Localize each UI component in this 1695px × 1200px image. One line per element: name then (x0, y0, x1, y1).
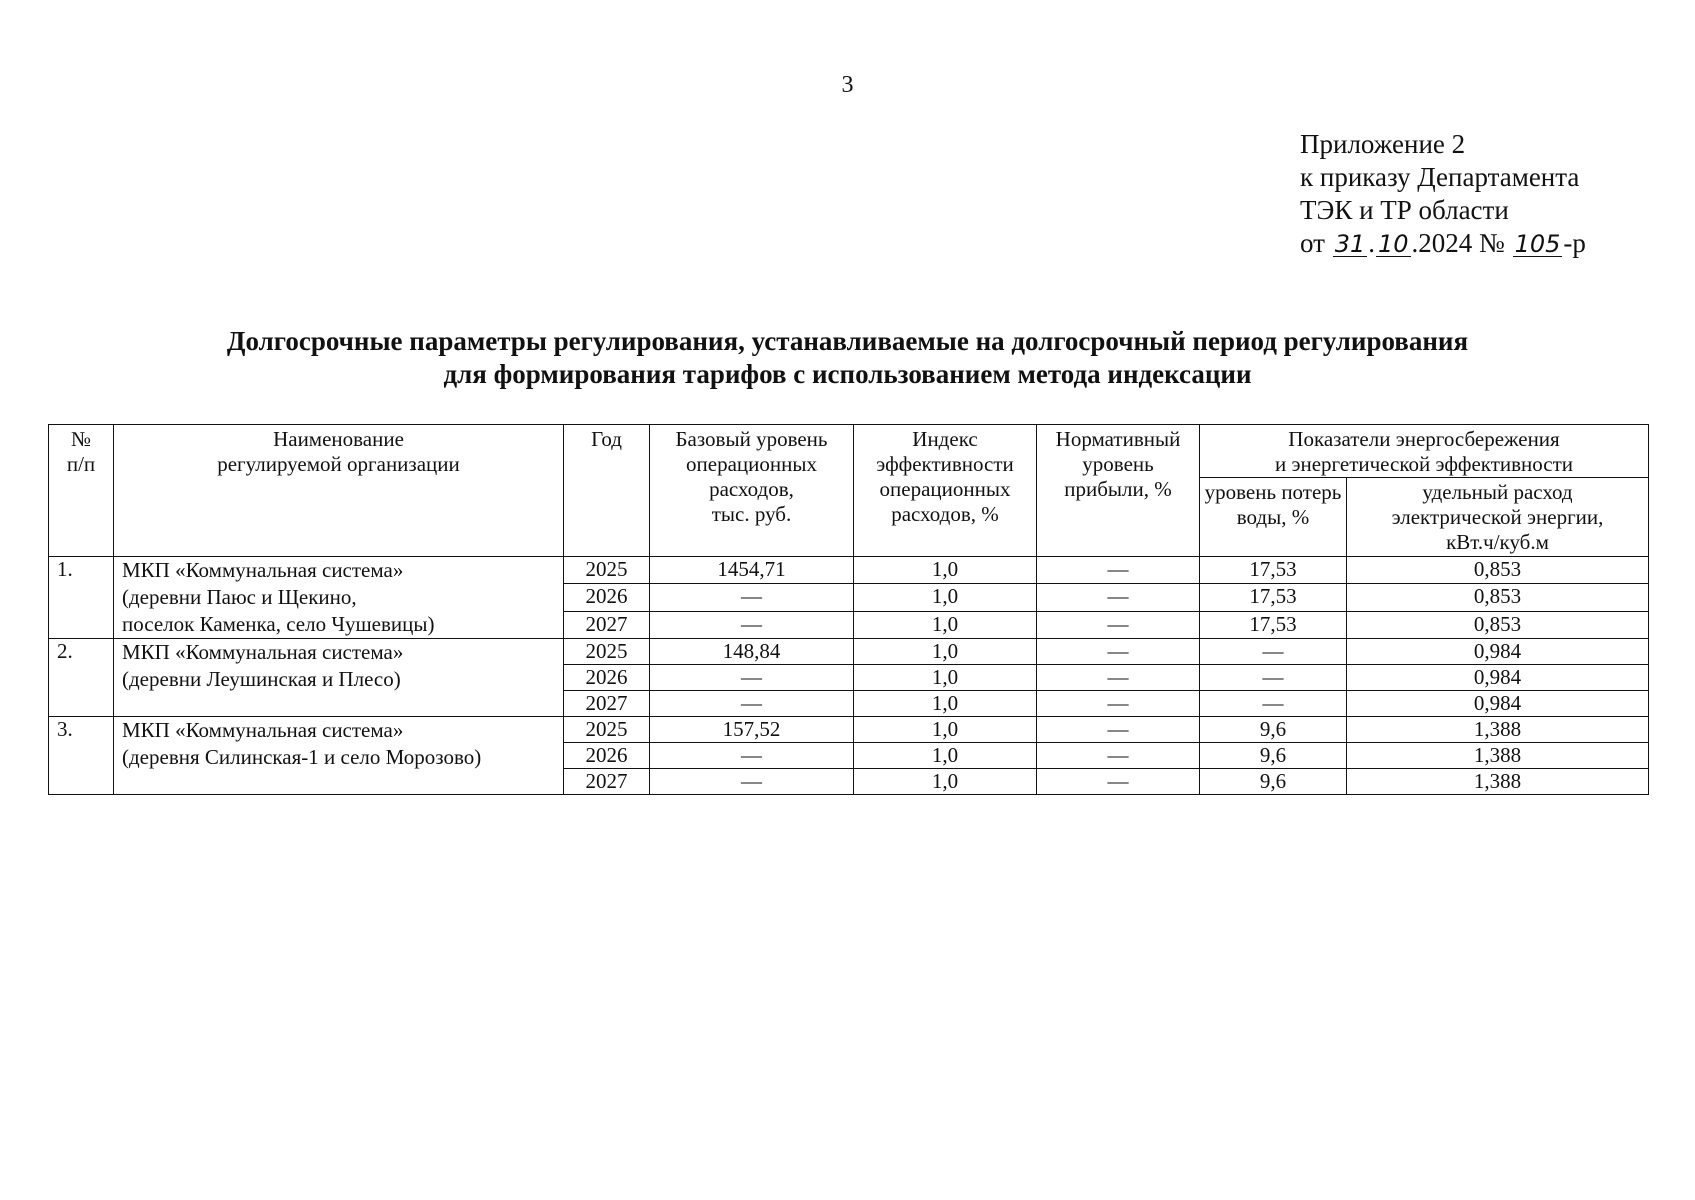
cell-year: 2027 (564, 769, 650, 795)
cell-consumption: 0,853 (1347, 611, 1649, 638)
cell-profit: — (1037, 584, 1200, 611)
header-profit-level (1037, 425, 1200, 557)
cell-losses: 9,6 (1200, 769, 1347, 795)
page-number: 3 (841, 72, 854, 98)
cell-profit: — (1037, 691, 1200, 717)
cell-consumption: 0,984 (1347, 691, 1649, 717)
header-line: прибыли, % (1064, 477, 1172, 501)
document-title (0, 325, 1695, 391)
cell-index: 1,0 (854, 717, 1037, 743)
header-num (49, 425, 114, 557)
date-month-handwritten: 10 (1378, 230, 1409, 258)
cell-index: 1,0 (854, 557, 1037, 584)
cell-consumption: 1,388 (1347, 769, 1649, 795)
header-line: тыс. руб. (711, 502, 792, 526)
header-org (114, 425, 564, 557)
cell-consumption: 0,984 (1347, 665, 1649, 691)
header-line: уровень потерь (1204, 480, 1342, 504)
title-line-2: для формирования тарифов с использованием метода индексации (443, 359, 1252, 389)
date-year: .2024 № (1411, 228, 1505, 258)
cell-year: 2027 (564, 611, 650, 638)
header-line: Показатели энергосбережения (1288, 427, 1560, 451)
organization-name-line: МКП «Коммунальная система» (122, 718, 404, 742)
header-row-1 (49, 425, 1649, 478)
cell-base: — (650, 691, 854, 717)
title-line-1: Долгосрочные параметры регулирования, устанавливаемые на долгосрочный период регулирования (226, 326, 1469, 356)
header-energy-consumption (1347, 478, 1649, 557)
cell-index: 1,0 (854, 743, 1037, 769)
cell-losses: — (1200, 639, 1347, 665)
cell-year: 2026 (564, 584, 650, 611)
header-line: Индекс (912, 427, 978, 451)
cell-base: 157,52 (650, 717, 854, 743)
cell-base: — (650, 665, 854, 691)
organization-name-line: (деревня Силинская-1 и село Морозово) (122, 745, 482, 769)
appendix-line-2: к приказу Департамента (1300, 162, 1580, 192)
header-line: расходов, % (891, 502, 999, 526)
appendix-line-3: ТЭК и ТР области (1300, 195, 1509, 225)
header-base-level (650, 425, 854, 557)
header-line: воды, % (1236, 505, 1310, 529)
header-year: Год (564, 425, 650, 557)
cell-profit: — (1037, 769, 1200, 795)
row-number: 2. (49, 639, 114, 717)
cell-profit: — (1037, 717, 1200, 743)
row-number: 1. (49, 557, 114, 639)
header-efficiency-index (854, 425, 1037, 557)
table-row (49, 557, 1649, 584)
header-line: операционных (879, 477, 1011, 501)
header-energy-group (1200, 425, 1649, 478)
cell-base: 148,84 (650, 639, 854, 665)
organization-name-line: поселок Каменка, село Чушевицы) (122, 612, 435, 636)
cell-losses: 17,53 (1200, 611, 1347, 638)
cell-consumption: 0,984 (1347, 639, 1649, 665)
header-line: № (70, 427, 92, 451)
cell-losses: 17,53 (1200, 584, 1347, 611)
header-line: Нормативный (1055, 427, 1181, 451)
cell-profit: — (1037, 611, 1200, 638)
cell-profit: — (1037, 639, 1200, 665)
cell-losses: 9,6 (1200, 743, 1347, 769)
header-line: регулируемой организации (217, 452, 460, 476)
table-row (49, 717, 1649, 743)
cell-year: 2027 (564, 691, 650, 717)
organization-name (114, 639, 564, 717)
table-body (49, 557, 1649, 795)
order-number-handwritten: 105 (1514, 230, 1561, 258)
cell-losses: 9,6 (1200, 717, 1347, 743)
date-prefix: от (1300, 228, 1325, 258)
cell-consumption: 0,853 (1347, 584, 1649, 611)
cell-year: 2025 (564, 639, 650, 665)
cell-year: 2025 (564, 557, 650, 584)
header-line: Наименование (273, 427, 404, 451)
header-line: Базовый уровень (675, 427, 828, 451)
header-line: п/п (66, 452, 96, 476)
header-line: и энергетической эффективности (1274, 452, 1574, 476)
cell-index: 1,0 (854, 584, 1037, 611)
cell-losses: — (1200, 665, 1347, 691)
appendix-block (1300, 128, 1586, 260)
cell-base: 1454,71 (650, 557, 854, 584)
cell-base: — (650, 769, 854, 795)
header-line: уровень (1082, 452, 1154, 476)
cell-year: 2026 (564, 665, 650, 691)
appendix-line-1: Приложение 2 (1300, 129, 1466, 159)
organization-name (114, 717, 564, 795)
header-water-losses (1200, 478, 1347, 557)
header-line: электрической энергии, (1391, 505, 1604, 529)
cell-consumption: 0,853 (1347, 557, 1649, 584)
order-suffix: -р (1563, 228, 1586, 258)
cell-year: 2025 (564, 717, 650, 743)
cell-consumption: 1,388 (1347, 717, 1649, 743)
date-day-handwritten: 31 (1334, 230, 1366, 258)
cell-profit: — (1037, 665, 1200, 691)
cell-index: 1,0 (854, 611, 1037, 638)
cell-losses: 17,53 (1200, 557, 1347, 584)
header-line: расходов, (709, 477, 794, 501)
cell-base: — (650, 743, 854, 769)
cell-base: — (650, 611, 854, 638)
header-line: эффективности (876, 452, 1014, 476)
cell-losses: — (1200, 691, 1347, 717)
cell-base: — (650, 584, 854, 611)
organization-name-line: (деревни Леушинская и Плесо) (122, 667, 401, 691)
parameters-table (48, 424, 1649, 795)
cell-year: 2026 (564, 743, 650, 769)
row-number: 3. (49, 717, 114, 795)
cell-index: 1,0 (854, 691, 1037, 717)
cell-consumption: 1,388 (1347, 743, 1649, 769)
cell-profit: — (1037, 743, 1200, 769)
cell-index: 1,0 (854, 769, 1037, 795)
cell-profit: — (1037, 557, 1200, 584)
organization-name-line: МКП «Коммунальная система» (122, 640, 404, 664)
organization-name-line: (деревни Паюс и Щекино, (122, 585, 357, 609)
table-row (49, 639, 1649, 665)
organization-name-line: МКП «Коммунальная система» (122, 558, 404, 582)
cell-index: 1,0 (854, 665, 1037, 691)
cell-index: 1,0 (854, 639, 1037, 665)
header-line: операционных (686, 452, 817, 476)
appendix-date-line: от 31 . 10 .2024 № 105 -р (1300, 228, 1586, 258)
header-line: удельный расход (1422, 480, 1573, 504)
header-line: кВт.ч/куб.м (1446, 530, 1549, 554)
organization-name (114, 557, 564, 639)
